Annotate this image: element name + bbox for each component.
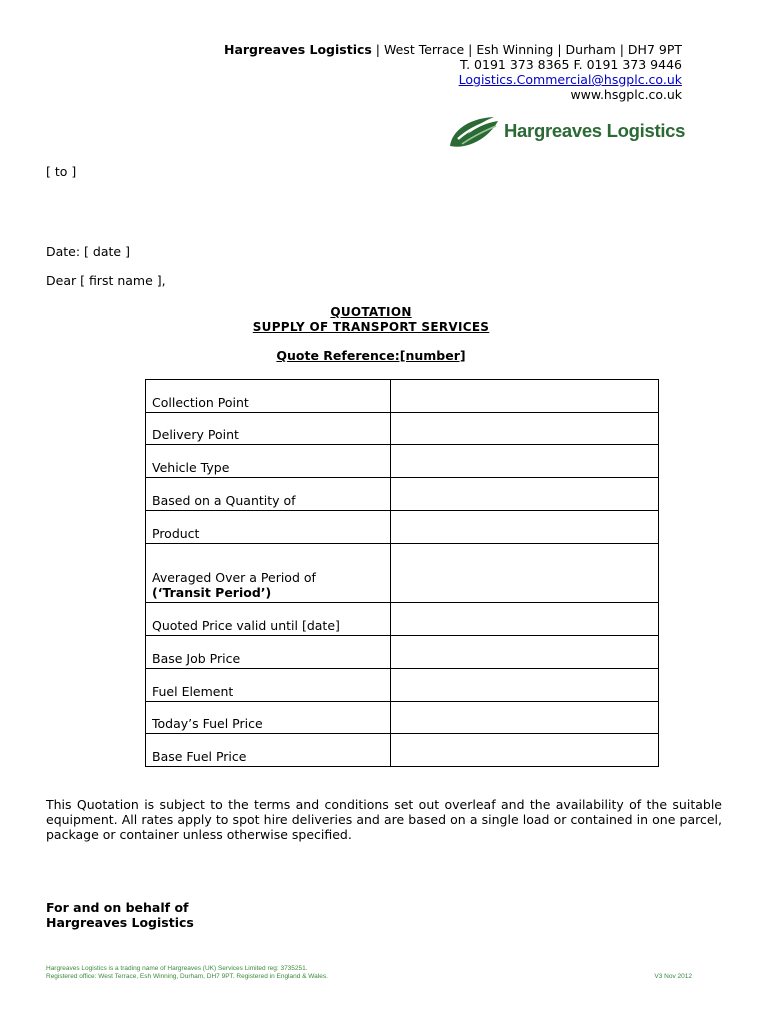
quotation-table [145,379,659,767]
table-row [146,478,659,511]
row-label-text: Fuel Element [152,683,234,699]
letterhead [224,42,682,102]
row-label-text: Today’s Fuel Price [152,716,263,732]
row-label-bold: (‘Transit Period’) [152,585,272,601]
row-value [391,636,659,669]
leaf-logo-icon [448,112,504,152]
row-label-text: Vehicle Type [152,460,230,476]
version-label: V3 Nov 2012 [654,973,692,980]
row-value [391,412,659,445]
company-phones: T. 0191 373 8365 F. 0191 373 9446 [459,57,682,72]
title-supply: SUPPLY OF TRANSPORT SERVICES [252,320,490,334]
date-line: Date: [ date ] [46,244,130,259]
row-value [391,603,659,636]
row-label-text: Delivery Point [152,427,239,443]
footer-line-1: Hargreaves Logistics is a trading name of Hargreaves (UK) Services Limited reg: 3735251. [46,965,308,972]
document-titles [0,305,742,335]
table-row [146,636,659,669]
row-label-text: Quoted Price valid until [date] [152,618,340,634]
signoff-line-1: For and on behalf of [46,900,189,915]
quote-reference: Quote Reference:[number] [276,348,466,363]
row-label [146,603,391,636]
row-value [391,510,659,543]
company-email-link[interactable]: Logistics.Commercial@hsgplc.co.uk [458,72,682,87]
company-address: | West Terrace | Esh Winning | Durham | DH7 9PT [371,42,682,57]
table-row [146,543,659,603]
footer [46,965,328,981]
row-label [146,668,391,701]
row-value [391,734,659,767]
row-label [146,701,391,734]
row-label [146,380,391,413]
title-quotation: QUOTATION [330,305,412,319]
letterhead-address-line [224,42,682,57]
signoff [46,900,194,930]
table-row [146,734,659,767]
row-label [146,478,391,511]
row-label-text: Product [152,525,200,541]
table-row [146,412,659,445]
terms-paragraph: This Quotation is subject to the terms and conditions set out overleaf and the availability of the suitable equipment. All rates apply to spot hire deliveries and are based on a single load or contained in one parcel, package or container unless otherwise specified. [46,797,722,842]
row-label-text: Based on a Quantity of [152,492,296,508]
row-value [391,380,659,413]
table-row [146,668,659,701]
table-row [146,510,659,543]
row-label-text: Averaged Over a Period of [152,570,316,586]
logo-text: Hargreaves Logistics [504,120,686,141]
table-row [146,380,659,413]
row-value [391,445,659,478]
table-row [146,445,659,478]
company-website: www.hsgplc.co.uk [570,87,682,102]
row-label-text: Base Job Price [152,650,241,666]
row-value [391,701,659,734]
table-row [146,603,659,636]
signoff-line-2: Hargreaves Logistics [46,915,194,930]
company-name: Hargreaves Logistics [223,42,372,57]
row-value [391,668,659,701]
salutation: Dear [ first name ], [46,273,166,288]
row-value [391,478,659,511]
row-label [146,734,391,767]
recipient-placeholder: [ to ] [46,164,77,179]
company-logo [448,112,684,152]
table-row [146,701,659,734]
row-label-text: Base Fuel Price [152,749,247,764]
row-label [146,510,391,543]
row-label [146,445,391,478]
row-value [391,543,659,603]
row-label [146,636,391,669]
row-label-text: Collection Point [152,394,249,410]
row-label [146,412,391,445]
footer-line-2: Registered office: West Terrace, Esh Winning, Durham, DH7 9PT. Registered in England & Wales. [46,973,328,980]
row-label [146,543,391,603]
